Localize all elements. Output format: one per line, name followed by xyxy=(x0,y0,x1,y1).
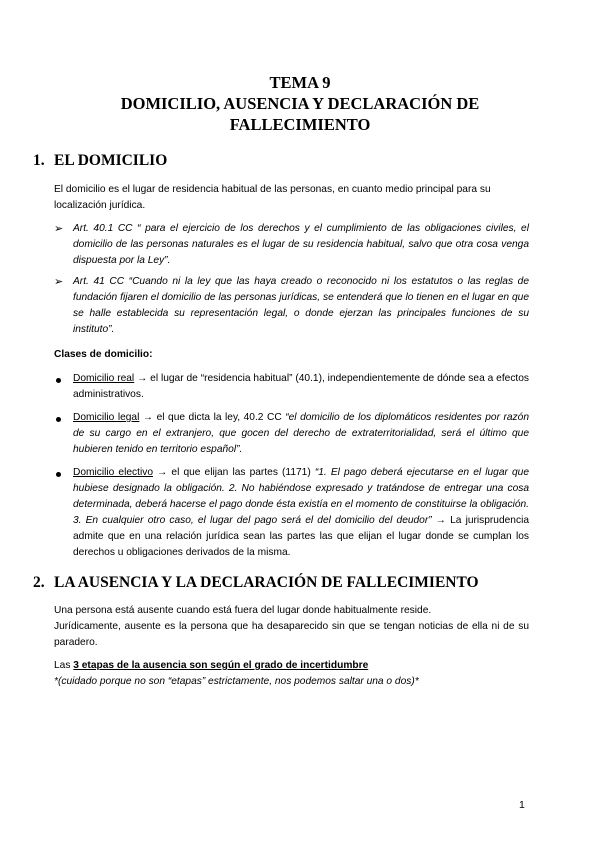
arrow-bullet-icon: ➢ xyxy=(54,276,64,288)
class-domicilio-legal xyxy=(73,410,529,458)
bullet-dot-icon xyxy=(56,417,61,422)
section-1-intro: El domicilio es el lugar de residencia habitual de las personas, en cuanto medio principal para su localización jurídica. xyxy=(54,184,491,211)
title-line-3: FALLECIMIENTO xyxy=(229,115,371,134)
stages-line xyxy=(54,658,529,674)
page-number: 1 xyxy=(519,799,525,811)
section-1-number: 1. xyxy=(33,152,45,169)
stages-note: *(cuidado porque no son “etapas” estrictamente, nos podemos saltar una o dos)* xyxy=(54,676,419,687)
stages-prefix: Las xyxy=(54,660,74,671)
class-legal-quote: “el domicilio de los diplomáticos residentes por razón de su cargo en el extranjero, que gocen del derecho de extraterritorialidad, será el último que hubieren tenido en territorio español”. xyxy=(73,412,529,455)
class-electivo-text: → el que elijan las partes (1171) xyxy=(152,467,315,478)
section-2-para-1: Una persona está ausente cuando está fuera del lugar donde habitualmente reside. xyxy=(54,605,432,616)
section-1-title: EL DOMICILIO xyxy=(54,152,168,169)
classes-label: Clases de domicilio: xyxy=(54,349,153,360)
article-41: Art. 41 CC “Cuando ni la ley que las haya creado o reconocido ni los estatutos o las reglas de fundación fijaren el domicilio de las personas jurídicas, se entenderá que lo tienen en el lugar en que se halle establecida su representación legal, o donde ejerzan las principales funciones de su instituto”. xyxy=(73,276,529,335)
class-legal-text: → el que dicta la ley, 40.2 CC xyxy=(139,412,286,423)
article-40-1: Art. 40.1 CC “ para el ejercicio de los derechos y el cumplimiento de las obligaciones civiles, el domicilio de las personas naturales es el lugar de su residencia habitual, salvo que otra cosa venga dispuesta por la Ley”. xyxy=(73,223,529,266)
class-domicilio-electivo xyxy=(73,465,529,561)
section-2-number: 2. xyxy=(33,574,45,591)
class-domicilio-real xyxy=(73,371,529,403)
section-2-title: LA AUSENCIA Y LA DECLARACIÓN DE FALLECIMIENTO xyxy=(54,574,479,591)
title-line-2: DOMICILIO, AUSENCIA Y DECLARACIÓN DE xyxy=(120,94,480,113)
section-2-heading xyxy=(33,573,479,593)
document-title xyxy=(0,72,600,135)
bullet-dot-icon xyxy=(56,378,61,383)
title-line-1: TEMA 9 xyxy=(269,73,331,92)
class-electivo-quote: “1. El pago deberá ejecutarse en el lugar que hubiese designado la obligación. 2. No habiéndose expresado y tratándose de entregar una cosa determinada, deberá hacerse el pago donde ésta existía en el momento de constituirse la obligación. 3. En cualquier otro caso, el lugar del pago será el del domicilio del deudor” xyxy=(73,467,530,526)
term-domicilio-electivo: Domicilio electivo xyxy=(73,467,153,478)
arrow-bullet-icon: ➢ xyxy=(54,223,64,235)
term-domicilio-legal: Domicilio legal xyxy=(73,412,140,423)
bullet-dot-icon xyxy=(56,472,61,477)
section-2-para-2: Jurídicamente, ausente es la persona que ha desaparecido sin que se tengan noticias de ella ni de su paradero. xyxy=(54,621,529,648)
class-electivo-after: → La jurisprudencia admite que en una relación jurídica sean las partes las que elijan el lugar donde se cumplan los derechos u obligaciones derivados de la misma. xyxy=(73,515,529,558)
term-domicilio-real: Domicilio real xyxy=(73,373,135,384)
section-1-heading xyxy=(33,151,167,171)
class-real-text: → el lugar de “residencia habitual” (40.1), independientemente de dónde sea a efectos administrativos. xyxy=(73,373,530,400)
stages-emphasis: 3 etapas de la ausencia son según el grado de incertidumbre xyxy=(73,660,369,671)
